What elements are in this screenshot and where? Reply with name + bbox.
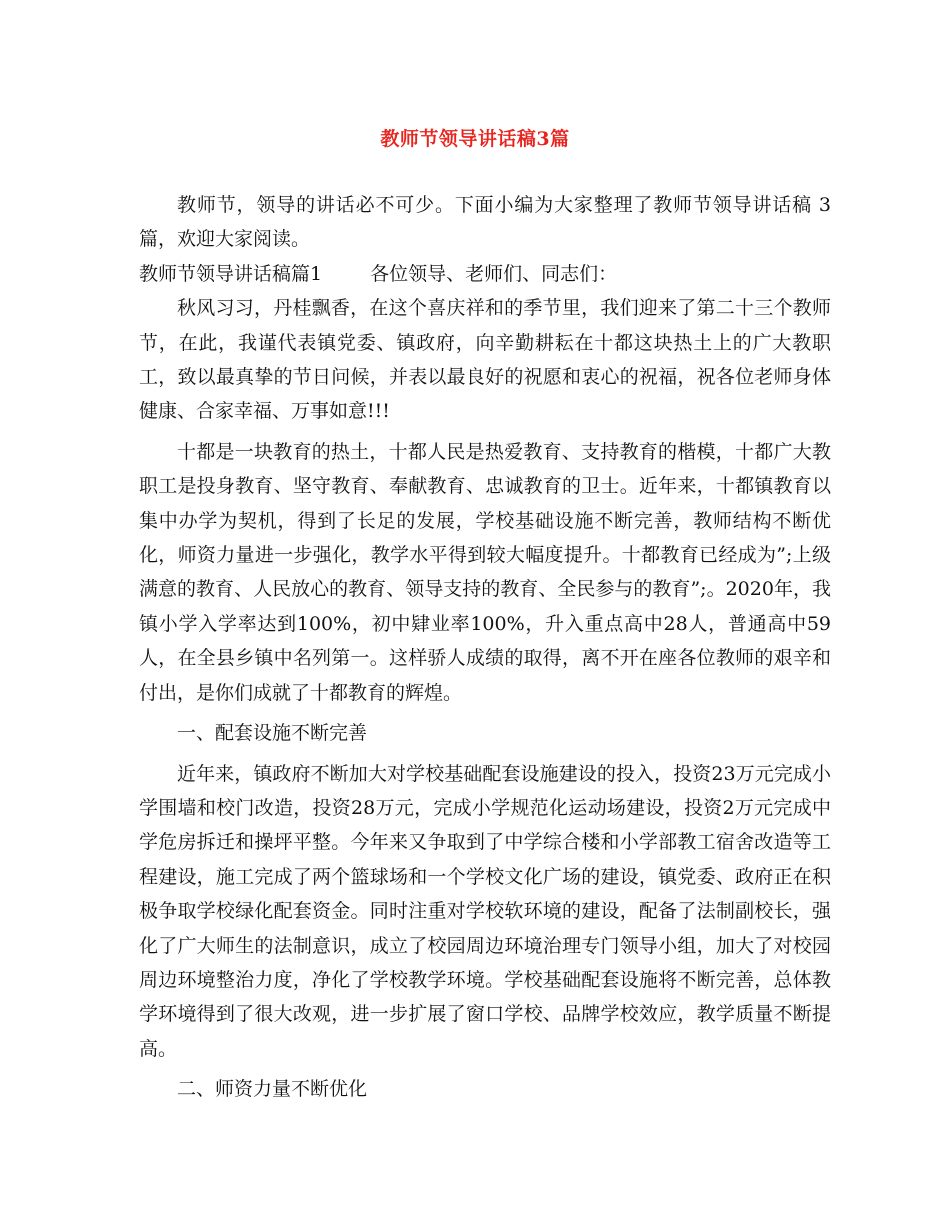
paragraph-2: 十都是一块教育的热土，十都人民是热爱教育、支持教育的楷模，十都广大教职工是投身教育、坚守教育、奉献教育、忠诚教育的卫士。近年来，十都镇教育以集中办学为契机，得到了长足的发展，学校基础设施不断完善，教师结构不断优化，师资力量进一步强化，教学水平得到较大幅度提升。十都教育已经成为”;上级满意的教育、人民放心的教育、领导支持的教育、全民参与的教育”;。2020年，我镇小学入学率达到100%，初中肄业率100%，升入重点高中28人，普通高中59人，在全县乡镇中名列第一。这样骄人成绩的取得，离不开在座各位教师的艰辛和付出，是你们成就了十都教育的辉煌。 bbox=[139, 440, 831, 704]
paragraph-1: 秋风习习，丹桂飘香，在这个喜庆祥和的季节里，我们迎来了第二十三个教师节，在此，我谨代表镇党委、镇政府，向辛勤耕耘在十都这块热土上的广大教职工，致以最真挚的节日问候，并表以最良好的祝愿和衷心的祝福，祝各位老师身体健康、合家幸福、万事如意!!! bbox=[139, 297, 831, 423]
document-title: 教师节领导讲话稿3篇 bbox=[380, 128, 570, 150]
subheading-2: 二、师资力量不断优化 bbox=[177, 1078, 368, 1101]
paragraph-3: 近年来，镇政府不断加大对学校基础配套设施建设的投入，投资23万元完成小学围墙和校门改造，投资28万元，完成小学规范化运动场建设，投资2万元完成中学危房拆迁和操坪平整。今年来又争取到了中学综合楼和小学部教工宿舍改造等工程建设，施工完成了两个篮球场和一个学校文化广场的建设，镇党委、政府正在积极争取学校绿化配套资金。同时注重对学校软环境的建设，配备了法制副校长，强化了广大师生的法制意识，成立了校园周边环境治理专门领导小组，加大了对校园周边环境整治力度，净化了学校教学环境。学校基础配套设施将不断完善，总体教学环境得到了很大改观，进一步扩展了窗口学校、品牌学校效应，教学质量不断提高。 bbox=[139, 762, 831, 1060]
intro-paragraph: 教师节，领导的讲话必不可少。下面小编为大家整理了教师节领导讲话稿 3篇，欢迎大家阅读。 bbox=[139, 194, 831, 251]
subheading-1: 一、配套设施不断完善 bbox=[177, 722, 368, 745]
section-heading: 教师节领导讲话稿篇1 bbox=[139, 262, 323, 285]
section-heading-row bbox=[139, 257, 831, 291]
document-body bbox=[139, 188, 831, 1107]
greeting: 各位领导、老师们、同志们： bbox=[370, 262, 618, 285]
